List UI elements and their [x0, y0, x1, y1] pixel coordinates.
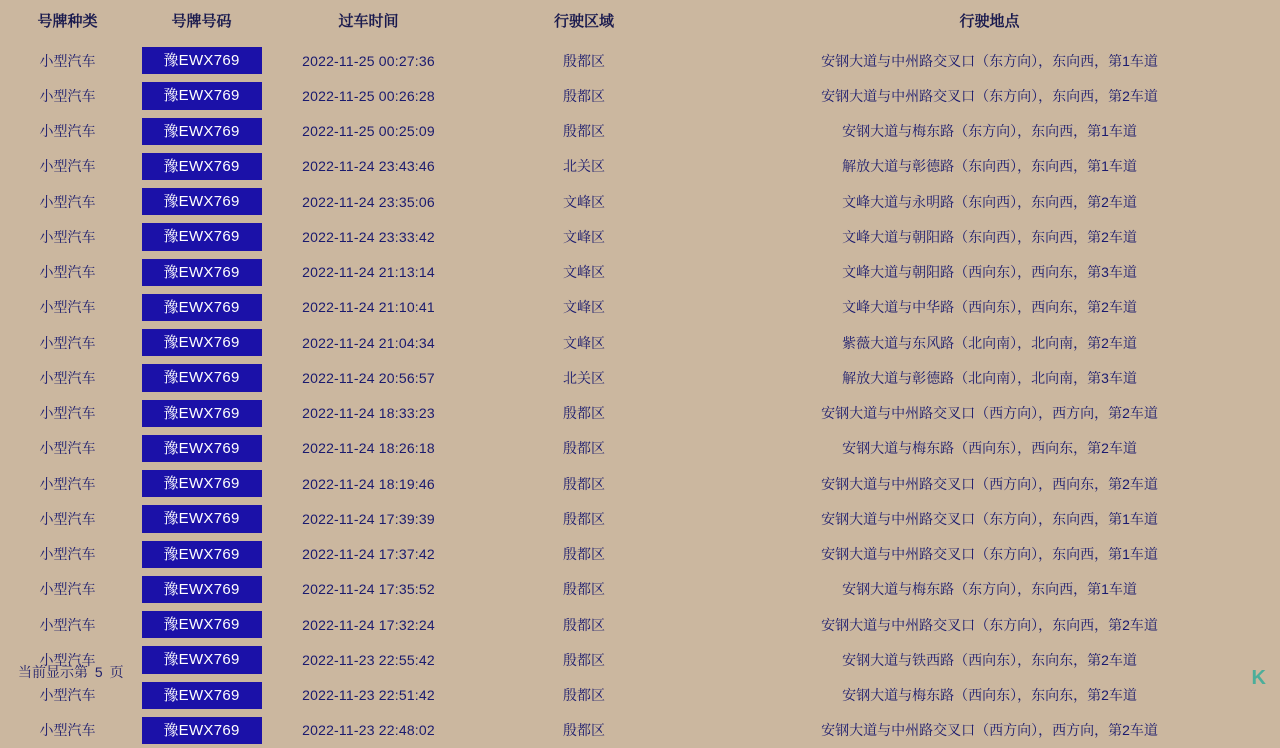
cell-pass-time: 2022-11-24 18:19:46 — [302, 475, 435, 492]
cell-area: 文峰区 — [563, 334, 605, 351]
pagination-current-page: 5 — [94, 664, 103, 680]
cell-pass-time: 2022-11-25 00:25:09 — [302, 123, 435, 140]
cell-plate-number — [135, 219, 268, 254]
cell-pass-time: 2022-11-23 22:55:42 — [302, 651, 435, 668]
cell-plate-number — [135, 149, 268, 184]
cell-location: 紫薇大道与东风路（北向南），北向南，第2车道 — [842, 334, 1137, 351]
table-row[interactable] — [0, 255, 1280, 290]
plate-badge[interactable]: 豫EWX769 — [142, 611, 262, 638]
plate-badge[interactable]: 豫EWX769 — [142, 400, 262, 427]
table-row[interactable] — [0, 501, 1280, 536]
cell-area: 殷都区 — [563, 616, 605, 633]
cell-plate-type: 小型汽车 — [39, 651, 96, 668]
cell-area: 北关区 — [563, 158, 605, 175]
table-row[interactable] — [0, 466, 1280, 501]
cell-plate-type: 小型汽车 — [39, 369, 96, 386]
column-header-area: 行驶区域 — [553, 13, 614, 30]
cell-location: 安钢大道与梅东路（东方向），东向西，第1车道 — [842, 123, 1137, 140]
table-row[interactable] — [0, 290, 1280, 325]
cell-plate-number — [135, 290, 268, 325]
cell-pass-time: 2022-11-24 23:43:46 — [302, 158, 435, 175]
table-row[interactable] — [0, 396, 1280, 431]
cell-plate-type: 小型汽车 — [39, 616, 96, 633]
cell-location: 安钢大道与梅东路（西向东），西向东，第2车道 — [842, 440, 1137, 457]
cell-plate-type: 小型汽车 — [39, 440, 96, 457]
cell-plate-number — [135, 607, 268, 642]
table-row[interactable] — [0, 114, 1280, 149]
cell-plate-type: 小型汽车 — [39, 87, 96, 104]
cell-area: 文峰区 — [563, 299, 605, 316]
cell-plate-number — [135, 501, 268, 536]
cell-pass-time: 2022-11-24 17:37:42 — [302, 546, 435, 563]
column-header-location: 行驶地点 — [959, 13, 1020, 30]
column-header-plate-number: 号牌号码 — [171, 13, 232, 30]
cell-location: 安钢大道与梅东路（东方向），东向西，第1车道 — [842, 581, 1137, 598]
watermark-logo: K — [1251, 667, 1266, 689]
cell-pass-time: 2022-11-24 18:33:23 — [302, 405, 435, 422]
table-row[interactable] — [0, 642, 1280, 677]
cell-pass-time: 2022-11-24 21:13:14 — [302, 264, 435, 281]
table-row[interactable] — [0, 43, 1280, 78]
cell-area: 殷都区 — [563, 581, 605, 598]
cell-plate-type: 小型汽车 — [39, 687, 96, 704]
cell-plate-number — [135, 255, 268, 290]
cell-location: 安钢大道与中州路交叉口（东方向），东向西，第2车道 — [821, 87, 1158, 104]
table-row[interactable] — [0, 149, 1280, 184]
cell-pass-time: 2022-11-23 22:48:02 — [302, 722, 435, 739]
cell-plate-number — [135, 114, 268, 149]
cell-area: 殷都区 — [563, 123, 605, 140]
cell-area: 文峰区 — [563, 193, 605, 210]
cell-area: 殷都区 — [563, 405, 605, 422]
cell-plate-type: 小型汽车 — [39, 123, 96, 140]
table-body — [0, 43, 1280, 748]
table-row[interactable] — [0, 678, 1280, 713]
cell-plate-number — [135, 642, 268, 677]
table-row[interactable] — [0, 184, 1280, 219]
cell-location: 安钢大道与中州路交叉口（西方向），西方向，第2车道 — [821, 405, 1158, 422]
table-row[interactable] — [0, 325, 1280, 360]
cell-location: 解放大道与彰德路（北向南），北向南，第3车道 — [842, 369, 1137, 386]
plate-badge[interactable]: 豫EWX769 — [142, 541, 262, 568]
cell-plate-number — [135, 396, 268, 431]
cell-plate-number — [135, 360, 268, 395]
cell-area: 殷都区 — [563, 475, 605, 492]
plate-badge[interactable]: 豫EWX769 — [142, 223, 262, 250]
cell-location: 安钢大道与中州路交叉口（东方向），东向西，第1车道 — [821, 510, 1158, 527]
plate-badge[interactable]: 豫EWX769 — [142, 435, 262, 462]
cell-location: 文峰大道与中华路（西向东），西向东，第2车道 — [842, 299, 1137, 316]
plate-badge[interactable]: 豫EWX769 — [142, 329, 262, 356]
cell-location: 解放大道与彰德路（东向西），东向西，第1车道 — [842, 158, 1137, 175]
cell-pass-time: 2022-11-24 23:35:06 — [302, 193, 435, 210]
cell-area: 殷都区 — [563, 87, 605, 104]
cell-plate-type: 小型汽车 — [39, 52, 96, 69]
cell-plate-type: 小型汽车 — [39, 546, 96, 563]
cell-plate-type: 小型汽车 — [39, 299, 96, 316]
cell-pass-time: 2022-11-24 21:04:34 — [302, 334, 435, 351]
cell-area: 殷都区 — [563, 440, 605, 457]
table-header-row — [0, 0, 1280, 43]
cell-plate-number — [135, 713, 268, 748]
cell-location: 安钢大道与中州路交叉口（东方向），东向西，第1车道 — [821, 52, 1158, 69]
plate-badge[interactable]: 豫EWX769 — [142, 47, 262, 74]
plate-badge[interactable]: 豫EWX769 — [142, 717, 262, 744]
cell-plate-number — [135, 572, 268, 607]
cell-plate-type: 小型汽车 — [39, 193, 96, 210]
plate-badge[interactable]: 豫EWX769 — [142, 294, 262, 321]
cell-plate-number — [135, 466, 268, 501]
cell-area: 殷都区 — [563, 722, 605, 739]
table-row[interactable] — [0, 219, 1280, 254]
pagination-prefix: 当前显示第 — [18, 664, 88, 680]
cell-area: 殷都区 — [563, 651, 605, 668]
cell-area: 殷都区 — [563, 687, 605, 704]
table-row[interactable] — [0, 78, 1280, 113]
plate-badge[interactable]: 豫EWX769 — [142, 576, 262, 603]
plate-badge[interactable]: 豫EWX769 — [142, 188, 262, 215]
cell-pass-time: 2022-11-24 17:35:52 — [302, 581, 435, 598]
cell-location: 文峰大道与永明路（东向西），东向西，第2车道 — [842, 193, 1137, 210]
plate-badge[interactable]: 豫EWX769 — [142, 153, 262, 180]
table-row[interactable] — [0, 431, 1280, 466]
cell-location: 文峰大道与朝阳路（东向西），东向西，第2车道 — [842, 228, 1137, 245]
cell-pass-time: 2022-11-24 21:10:41 — [302, 299, 435, 316]
cell-plate-number — [135, 678, 268, 713]
cell-area: 殷都区 — [563, 52, 605, 69]
table-row[interactable] — [0, 713, 1280, 748]
table-header — [0, 0, 1280, 43]
cell-pass-time: 2022-11-25 00:26:28 — [302, 87, 435, 104]
table-row[interactable] — [0, 360, 1280, 395]
cell-pass-time: 2022-11-24 20:56:57 — [302, 369, 435, 386]
plate-badge[interactable]: 豫EWX769 — [142, 682, 262, 709]
cell-pass-time: 2022-11-23 22:51:42 — [302, 687, 435, 704]
cell-pass-time: 2022-11-24 17:32:24 — [302, 616, 435, 633]
cell-area: 文峰区 — [563, 264, 605, 281]
pagination-suffix: 页 — [109, 664, 124, 680]
cell-plate-number — [135, 431, 268, 466]
cell-location: 安钢大道与中州路交叉口（东方向），东向西，第1车道 — [821, 546, 1158, 563]
cell-pass-time: 2022-11-24 23:33:42 — [302, 228, 435, 245]
cell-area: 殷都区 — [563, 510, 605, 527]
cell-location: 安钢大道与梅东路（西向东），东向东，第2车道 — [842, 687, 1137, 704]
cell-pass-time: 2022-11-24 17:39:39 — [302, 510, 435, 527]
cell-plate-type: 小型汽车 — [39, 158, 96, 175]
plate-badge[interactable]: 豫EWX769 — [142, 118, 262, 145]
plate-badge[interactable]: 豫EWX769 — [142, 646, 262, 673]
cell-location: 安钢大道与中州路交叉口（东方向），东向西，第2车道 — [821, 616, 1158, 633]
cell-plate-number — [135, 325, 268, 360]
cell-plate-number — [135, 78, 268, 113]
cell-area: 文峰区 — [563, 228, 605, 245]
cell-plate-type: 小型汽车 — [39, 264, 96, 281]
column-header-plate-type: 号牌种类 — [37, 13, 98, 30]
table-row[interactable] — [0, 537, 1280, 572]
plate-badge[interactable]: 豫EWX769 — [142, 82, 262, 109]
cell-plate-type: 小型汽车 — [39, 581, 96, 598]
pagination-status — [18, 662, 124, 682]
plate-badge[interactable]: 豫EWX769 — [142, 259, 262, 286]
cell-plate-type: 小型汽车 — [39, 475, 96, 492]
cell-location: 安钢大道与中州路交叉口（西方向），西方向，第2车道 — [821, 722, 1158, 739]
cell-plate-type: 小型汽车 — [39, 510, 96, 527]
cell-plate-type: 小型汽车 — [39, 334, 96, 351]
cell-pass-time: 2022-11-25 00:27:36 — [302, 52, 435, 69]
cell-plate-number — [135, 43, 268, 78]
column-header-pass-time: 过车时间 — [338, 13, 399, 30]
cell-plate-type: 小型汽车 — [39, 228, 96, 245]
cell-plate-type: 小型汽车 — [39, 722, 96, 739]
plate-badge[interactable]: 豫EWX769 — [142, 364, 262, 391]
cell-plate-number — [135, 537, 268, 572]
cell-plate-number — [135, 184, 268, 219]
cell-area: 殷都区 — [563, 546, 605, 563]
table-row[interactable] — [0, 607, 1280, 642]
cell-pass-time: 2022-11-24 18:26:18 — [302, 440, 435, 457]
cell-plate-type: 小型汽车 — [39, 405, 96, 422]
cell-location: 安钢大道与中州路交叉口（西方向），西向东，第2车道 — [821, 475, 1158, 492]
cell-location: 文峰大道与朝阳路（西向东），西向东，第3车道 — [842, 264, 1137, 281]
table-row[interactable] — [0, 572, 1280, 607]
plate-badge[interactable]: 豫EWX769 — [142, 470, 262, 497]
cell-location: 安钢大道与铁西路（西向东），东向东，第2车道 — [842, 651, 1137, 668]
plate-badge[interactable]: 豫EWX769 — [142, 505, 262, 532]
cell-area: 北关区 — [563, 369, 605, 386]
